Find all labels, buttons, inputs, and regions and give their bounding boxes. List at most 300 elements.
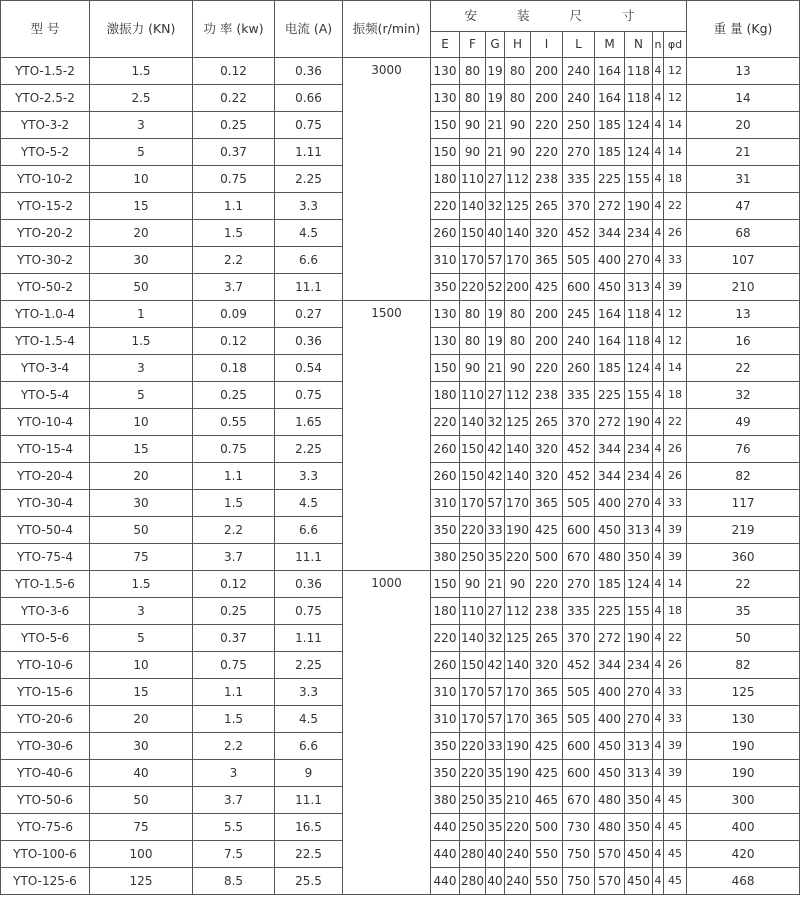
cell-dim-i: 200 bbox=[531, 301, 563, 328]
cell-current: 0.36 bbox=[275, 328, 343, 355]
header-dim-n: N bbox=[625, 32, 653, 58]
cell-dim-g: 42 bbox=[486, 436, 505, 463]
cell-dim-i: 320 bbox=[531, 652, 563, 679]
cell-model: YTO-3-2 bbox=[1, 112, 90, 139]
cell-dim-g: 19 bbox=[486, 58, 505, 85]
cell-dim-h: 140 bbox=[505, 220, 531, 247]
cell-dim-m: 480 bbox=[595, 787, 625, 814]
header-force: 激振力 (KN) bbox=[90, 1, 193, 58]
cell-dim-i: 500 bbox=[531, 544, 563, 571]
cell-dim-g: 52 bbox=[486, 274, 505, 301]
cell-dim-g: 32 bbox=[486, 409, 505, 436]
cell-force: 5 bbox=[90, 625, 193, 652]
cell-power: 3 bbox=[193, 760, 275, 787]
cell-model: YTO-30-6 bbox=[1, 733, 90, 760]
cell-model: YTO-5-4 bbox=[1, 382, 90, 409]
cell-force: 10 bbox=[90, 166, 193, 193]
cell-dim-m: 400 bbox=[595, 706, 625, 733]
cell-dim-i: 200 bbox=[531, 328, 563, 355]
header-dim-h: H bbox=[505, 32, 531, 58]
cell-force: 10 bbox=[90, 652, 193, 679]
cell-dim-e: 260 bbox=[431, 220, 460, 247]
cell-weight: 130 bbox=[687, 706, 800, 733]
cell-dim-i: 238 bbox=[531, 166, 563, 193]
cell-dim-i: 425 bbox=[531, 517, 563, 544]
cell-dim-n: 124 bbox=[625, 139, 653, 166]
cell-weight: 360 bbox=[687, 544, 800, 571]
cell-dim-m: 450 bbox=[595, 760, 625, 787]
header-model: 型 号 bbox=[1, 1, 90, 58]
cell-current: 2.25 bbox=[275, 436, 343, 463]
cell-dim-g: 21 bbox=[486, 571, 505, 598]
cell-dim-g: 40 bbox=[486, 841, 505, 868]
cell-dim-phi-d: 12 bbox=[664, 58, 687, 85]
cell-power: 1.1 bbox=[193, 463, 275, 490]
cell-dim-l: 452 bbox=[563, 463, 595, 490]
cell-power: 0.18 bbox=[193, 355, 275, 382]
cell-dim-h: 125 bbox=[505, 409, 531, 436]
cell-power: 0.75 bbox=[193, 166, 275, 193]
cell-dim-f: 140 bbox=[460, 409, 486, 436]
cell-dim-n-count: 4 bbox=[653, 301, 664, 328]
cell-dim-phi-d: 22 bbox=[664, 409, 687, 436]
cell-current: 0.75 bbox=[275, 382, 343, 409]
cell-dim-n: 190 bbox=[625, 625, 653, 652]
cell-dim-i: 238 bbox=[531, 598, 563, 625]
cell-dim-h: 170 bbox=[505, 490, 531, 517]
cell-dim-i: 238 bbox=[531, 382, 563, 409]
cell-weight: 14 bbox=[687, 85, 800, 112]
cell-dim-l: 505 bbox=[563, 490, 595, 517]
cell-force: 125 bbox=[90, 868, 193, 895]
cell-dim-l: 452 bbox=[563, 220, 595, 247]
cell-dim-g: 21 bbox=[486, 355, 505, 382]
cell-dim-e: 350 bbox=[431, 733, 460, 760]
cell-weight: 82 bbox=[687, 463, 800, 490]
cell-dim-h: 240 bbox=[505, 868, 531, 895]
cell-dim-g: 27 bbox=[486, 166, 505, 193]
header-dim-g: G bbox=[486, 32, 505, 58]
cell-dim-phi-d: 33 bbox=[664, 490, 687, 517]
cell-dim-e: 440 bbox=[431, 841, 460, 868]
cell-dim-m: 570 bbox=[595, 841, 625, 868]
cell-dim-n: 350 bbox=[625, 787, 653, 814]
header-power: 功 率 (kw) bbox=[193, 1, 275, 58]
cell-dim-f: 280 bbox=[460, 868, 486, 895]
cell-weight: 22 bbox=[687, 571, 800, 598]
cell-dim-i: 550 bbox=[531, 868, 563, 895]
cell-model: YTO-1.5-4 bbox=[1, 328, 90, 355]
cell-power: 1.5 bbox=[193, 490, 275, 517]
cell-dim-h: 170 bbox=[505, 679, 531, 706]
cell-dim-i: 500 bbox=[531, 814, 563, 841]
cell-dim-phi-d: 45 bbox=[664, 787, 687, 814]
cell-dim-h: 80 bbox=[505, 58, 531, 85]
cell-dim-l: 750 bbox=[563, 868, 595, 895]
cell-dim-phi-d: 14 bbox=[664, 571, 687, 598]
table-row bbox=[1, 571, 800, 598]
cell-dim-f: 80 bbox=[460, 301, 486, 328]
cell-dim-n-count: 4 bbox=[653, 166, 664, 193]
cell-model: YTO-10-2 bbox=[1, 166, 90, 193]
cell-dim-n: 270 bbox=[625, 247, 653, 274]
cell-dim-g: 40 bbox=[486, 220, 505, 247]
cell-power: 0.12 bbox=[193, 571, 275, 598]
cell-dim-phi-d: 33 bbox=[664, 679, 687, 706]
cell-dim-m: 344 bbox=[595, 220, 625, 247]
cell-dim-e: 380 bbox=[431, 544, 460, 571]
cell-dim-i: 220 bbox=[531, 112, 563, 139]
cell-model: YTO-40-6 bbox=[1, 760, 90, 787]
cell-force: 10 bbox=[90, 409, 193, 436]
cell-current: 2.25 bbox=[275, 166, 343, 193]
cell-dim-m: 400 bbox=[595, 247, 625, 274]
cell-power: 0.12 bbox=[193, 328, 275, 355]
cell-dim-i: 265 bbox=[531, 193, 563, 220]
cell-weight: 50 bbox=[687, 625, 800, 652]
cell-dim-n: 190 bbox=[625, 409, 653, 436]
cell-dim-f: 250 bbox=[460, 814, 486, 841]
cell-dim-m: 185 bbox=[595, 112, 625, 139]
cell-dim-n: 313 bbox=[625, 760, 653, 787]
cell-model: YTO-1.5-2 bbox=[1, 58, 90, 85]
cell-model: YTO-10-6 bbox=[1, 652, 90, 679]
cell-dim-f: 250 bbox=[460, 787, 486, 814]
cell-dim-phi-d: 39 bbox=[664, 544, 687, 571]
cell-dim-n: 190 bbox=[625, 193, 653, 220]
cell-dim-l: 335 bbox=[563, 598, 595, 625]
cell-dim-n: 155 bbox=[625, 166, 653, 193]
cell-model: YTO-15-4 bbox=[1, 436, 90, 463]
cell-current: 25.5 bbox=[275, 868, 343, 895]
cell-dim-e: 180 bbox=[431, 166, 460, 193]
cell-dim-e: 220 bbox=[431, 193, 460, 220]
cell-dim-n-count: 4 bbox=[653, 409, 664, 436]
cell-force: 30 bbox=[90, 247, 193, 274]
cell-dim-f: 90 bbox=[460, 355, 486, 382]
cell-dim-e: 310 bbox=[431, 490, 460, 517]
cell-model: YTO-75-4 bbox=[1, 544, 90, 571]
cell-power: 0.22 bbox=[193, 85, 275, 112]
cell-dim-l: 750 bbox=[563, 841, 595, 868]
cell-force: 75 bbox=[90, 544, 193, 571]
cell-dim-i: 550 bbox=[531, 841, 563, 868]
header-weight: 重 量 (Kg) bbox=[687, 1, 800, 58]
cell-dim-phi-d: 22 bbox=[664, 625, 687, 652]
cell-force: 5 bbox=[90, 139, 193, 166]
cell-current: 4.5 bbox=[275, 490, 343, 517]
cell-dim-n-count: 4 bbox=[653, 382, 664, 409]
cell-model: YTO-3-6 bbox=[1, 598, 90, 625]
cell-dim-e: 440 bbox=[431, 814, 460, 841]
cell-current: 2.25 bbox=[275, 652, 343, 679]
cell-model: YTO-125-6 bbox=[1, 868, 90, 895]
cell-dim-n: 313 bbox=[625, 517, 653, 544]
cell-dim-i: 320 bbox=[531, 463, 563, 490]
cell-weight: 125 bbox=[687, 679, 800, 706]
cell-dim-i: 220 bbox=[531, 571, 563, 598]
cell-dim-i: 265 bbox=[531, 409, 563, 436]
cell-dim-phi-d: 12 bbox=[664, 85, 687, 112]
cell-force: 15 bbox=[90, 193, 193, 220]
cell-dim-i: 365 bbox=[531, 247, 563, 274]
header-dim-phi-d: φd bbox=[664, 32, 687, 58]
cell-dim-l: 270 bbox=[563, 571, 595, 598]
cell-dim-n-count: 4 bbox=[653, 436, 664, 463]
cell-power: 0.37 bbox=[193, 625, 275, 652]
cell-dim-g: 19 bbox=[486, 328, 505, 355]
cell-weight: 107 bbox=[687, 247, 800, 274]
cell-dim-n-count: 4 bbox=[653, 841, 664, 868]
cell-dim-h: 90 bbox=[505, 355, 531, 382]
cell-dim-g: 27 bbox=[486, 382, 505, 409]
cell-dim-e: 150 bbox=[431, 571, 460, 598]
cell-force: 20 bbox=[90, 220, 193, 247]
cell-dim-e: 350 bbox=[431, 274, 460, 301]
table-header bbox=[1, 1, 800, 58]
cell-dim-phi-d: 39 bbox=[664, 733, 687, 760]
cell-force: 1 bbox=[90, 301, 193, 328]
cell-dim-h: 90 bbox=[505, 571, 531, 598]
cell-dim-phi-d: 45 bbox=[664, 814, 687, 841]
cell-dim-n-count: 4 bbox=[653, 328, 664, 355]
cell-dim-phi-d: 39 bbox=[664, 517, 687, 544]
cell-dim-phi-d: 14 bbox=[664, 355, 687, 382]
cell-dim-g: 19 bbox=[486, 301, 505, 328]
cell-dim-l: 505 bbox=[563, 247, 595, 274]
cell-dim-n-count: 4 bbox=[653, 58, 664, 85]
cell-dim-n-count: 4 bbox=[653, 598, 664, 625]
cell-dim-h: 190 bbox=[505, 733, 531, 760]
cell-dim-phi-d: 26 bbox=[664, 652, 687, 679]
cell-dim-m: 164 bbox=[595, 85, 625, 112]
cell-dim-e: 350 bbox=[431, 760, 460, 787]
cell-dim-g: 32 bbox=[486, 625, 505, 652]
cell-dim-f: 90 bbox=[460, 139, 486, 166]
cell-current: 6.6 bbox=[275, 733, 343, 760]
cell-dim-f: 170 bbox=[460, 679, 486, 706]
header-dim-m: M bbox=[595, 32, 625, 58]
cell-dim-g: 42 bbox=[486, 652, 505, 679]
cell-dim-h: 90 bbox=[505, 112, 531, 139]
cell-dim-n: 155 bbox=[625, 598, 653, 625]
cell-dim-g: 21 bbox=[486, 139, 505, 166]
cell-dim-i: 365 bbox=[531, 706, 563, 733]
cell-force: 1.5 bbox=[90, 328, 193, 355]
cell-dim-m: 450 bbox=[595, 733, 625, 760]
cell-dim-e: 130 bbox=[431, 58, 460, 85]
cell-force: 20 bbox=[90, 463, 193, 490]
cell-dim-l: 600 bbox=[563, 274, 595, 301]
cell-weight: 468 bbox=[687, 868, 800, 895]
cell-dim-l: 452 bbox=[563, 436, 595, 463]
cell-dim-e: 310 bbox=[431, 706, 460, 733]
cell-dim-l: 370 bbox=[563, 409, 595, 436]
cell-dim-l: 505 bbox=[563, 706, 595, 733]
cell-dim-e: 150 bbox=[431, 139, 460, 166]
header-dim-f: F bbox=[460, 32, 486, 58]
cell-dim-h: 112 bbox=[505, 382, 531, 409]
header-current: 电流 (A) bbox=[275, 1, 343, 58]
cell-dim-f: 150 bbox=[460, 652, 486, 679]
cell-dim-phi-d: 33 bbox=[664, 706, 687, 733]
cell-current: 0.75 bbox=[275, 598, 343, 625]
cell-dim-f: 110 bbox=[460, 166, 486, 193]
cell-dim-i: 425 bbox=[531, 760, 563, 787]
cell-dim-m: 225 bbox=[595, 598, 625, 625]
cell-dim-g: 57 bbox=[486, 247, 505, 274]
cell-current: 4.5 bbox=[275, 220, 343, 247]
cell-dim-h: 80 bbox=[505, 85, 531, 112]
cell-weight: 13 bbox=[687, 58, 800, 85]
cell-dim-f: 220 bbox=[460, 733, 486, 760]
cell-dim-n-count: 4 bbox=[653, 274, 664, 301]
cell-power: 3.7 bbox=[193, 787, 275, 814]
cell-dim-l: 600 bbox=[563, 517, 595, 544]
cell-model: YTO-50-2 bbox=[1, 274, 90, 301]
cell-dim-f: 110 bbox=[460, 598, 486, 625]
cell-force: 30 bbox=[90, 733, 193, 760]
cell-dim-n-count: 4 bbox=[653, 490, 664, 517]
cell-dim-f: 90 bbox=[460, 112, 486, 139]
cell-dim-f: 80 bbox=[460, 328, 486, 355]
cell-weight: 22 bbox=[687, 355, 800, 382]
cell-dim-n-count: 4 bbox=[653, 814, 664, 841]
cell-dim-phi-d: 26 bbox=[664, 463, 687, 490]
cell-dim-e: 440 bbox=[431, 868, 460, 895]
cell-force: 100 bbox=[90, 841, 193, 868]
cell-dim-h: 112 bbox=[505, 166, 531, 193]
cell-weight: 210 bbox=[687, 274, 800, 301]
cell-dim-f: 170 bbox=[460, 247, 486, 274]
cell-dim-m: 225 bbox=[595, 166, 625, 193]
cell-dim-i: 465 bbox=[531, 787, 563, 814]
cell-dim-m: 272 bbox=[595, 409, 625, 436]
cell-dim-m: 164 bbox=[595, 58, 625, 85]
cell-dim-n: 270 bbox=[625, 706, 653, 733]
cell-force: 20 bbox=[90, 706, 193, 733]
cell-dim-e: 380 bbox=[431, 787, 460, 814]
cell-model: YTO-100-6 bbox=[1, 841, 90, 868]
cell-dim-f: 140 bbox=[460, 193, 486, 220]
cell-dim-l: 335 bbox=[563, 382, 595, 409]
cell-dim-phi-d: 45 bbox=[664, 868, 687, 895]
cell-dim-h: 220 bbox=[505, 544, 531, 571]
cell-model: YTO-20-6 bbox=[1, 706, 90, 733]
cell-dim-h: 125 bbox=[505, 625, 531, 652]
cell-weight: 21 bbox=[687, 139, 800, 166]
cell-dim-l: 250 bbox=[563, 112, 595, 139]
cell-power: 0.25 bbox=[193, 112, 275, 139]
cell-dim-n-count: 4 bbox=[653, 220, 664, 247]
cell-model: YTO-75-6 bbox=[1, 814, 90, 841]
cell-power: 0.12 bbox=[193, 58, 275, 85]
cell-model: YTO-5-2 bbox=[1, 139, 90, 166]
cell-dim-g: 35 bbox=[486, 544, 505, 571]
cell-current: 0.75 bbox=[275, 112, 343, 139]
cell-dim-n-count: 4 bbox=[653, 868, 664, 895]
cell-weight: 190 bbox=[687, 733, 800, 760]
cell-dim-n-count: 4 bbox=[653, 733, 664, 760]
header-dim-e: E bbox=[431, 32, 460, 58]
cell-model: YTO-30-4 bbox=[1, 490, 90, 517]
cell-weight: 400 bbox=[687, 814, 800, 841]
cell-dim-e: 130 bbox=[431, 328, 460, 355]
cell-dim-phi-d: 33 bbox=[664, 247, 687, 274]
header-dim-n-count: n bbox=[653, 32, 664, 58]
cell-current: 1.65 bbox=[275, 409, 343, 436]
cell-dim-f: 250 bbox=[460, 544, 486, 571]
cell-dim-n-count: 4 bbox=[653, 139, 664, 166]
cell-dim-n: 234 bbox=[625, 436, 653, 463]
cell-dim-h: 210 bbox=[505, 787, 531, 814]
cell-dim-phi-d: 22 bbox=[664, 193, 687, 220]
cell-dim-i: 200 bbox=[531, 58, 563, 85]
cell-dim-n-count: 4 bbox=[653, 625, 664, 652]
cell-dim-m: 164 bbox=[595, 328, 625, 355]
cell-dim-f: 90 bbox=[460, 571, 486, 598]
cell-dim-g: 57 bbox=[486, 679, 505, 706]
cell-dim-n-count: 4 bbox=[653, 463, 664, 490]
cell-weight: 20 bbox=[687, 112, 800, 139]
cell-model: YTO-15-6 bbox=[1, 679, 90, 706]
cell-model: YTO-5-6 bbox=[1, 625, 90, 652]
cell-dim-f: 150 bbox=[460, 436, 486, 463]
table-body bbox=[1, 58, 800, 895]
cell-model: YTO-15-2 bbox=[1, 193, 90, 220]
cell-current: 0.66 bbox=[275, 85, 343, 112]
cell-current: 1.11 bbox=[275, 139, 343, 166]
cell-power: 3.7 bbox=[193, 544, 275, 571]
cell-power: 1.1 bbox=[193, 193, 275, 220]
cell-dim-i: 220 bbox=[531, 355, 563, 382]
cell-model: YTO-30-2 bbox=[1, 247, 90, 274]
cell-dim-phi-d: 14 bbox=[664, 112, 687, 139]
cell-dim-e: 130 bbox=[431, 301, 460, 328]
cell-dim-phi-d: 18 bbox=[664, 382, 687, 409]
cell-dim-e: 310 bbox=[431, 679, 460, 706]
cell-dim-m: 480 bbox=[595, 544, 625, 571]
cell-current: 9 bbox=[275, 760, 343, 787]
cell-dim-n: 124 bbox=[625, 571, 653, 598]
cell-dim-m: 185 bbox=[595, 139, 625, 166]
cell-current: 0.36 bbox=[275, 571, 343, 598]
cell-current: 11.1 bbox=[275, 544, 343, 571]
cell-dim-n-count: 4 bbox=[653, 760, 664, 787]
cell-dim-i: 365 bbox=[531, 679, 563, 706]
header-dims: 安 装 尺 寸 bbox=[431, 1, 687, 32]
cell-force: 15 bbox=[90, 436, 193, 463]
cell-dim-n-count: 4 bbox=[653, 85, 664, 112]
cell-dim-i: 320 bbox=[531, 220, 563, 247]
cell-dim-g: 35 bbox=[486, 814, 505, 841]
cell-speed: 1000 bbox=[343, 571, 431, 895]
cell-dim-h: 80 bbox=[505, 328, 531, 355]
cell-dim-h: 140 bbox=[505, 652, 531, 679]
cell-current: 3.3 bbox=[275, 463, 343, 490]
cell-model: YTO-2.5-2 bbox=[1, 85, 90, 112]
cell-power: 1.5 bbox=[193, 706, 275, 733]
cell-power: 0.55 bbox=[193, 409, 275, 436]
cell-dim-n: 234 bbox=[625, 220, 653, 247]
cell-dim-i: 425 bbox=[531, 274, 563, 301]
cell-force: 40 bbox=[90, 760, 193, 787]
cell-dim-l: 370 bbox=[563, 625, 595, 652]
header-speed: 振频(r/min) bbox=[343, 1, 431, 58]
cell-dim-n-count: 4 bbox=[653, 355, 664, 382]
cell-dim-g: 57 bbox=[486, 706, 505, 733]
cell-dim-n: 234 bbox=[625, 463, 653, 490]
